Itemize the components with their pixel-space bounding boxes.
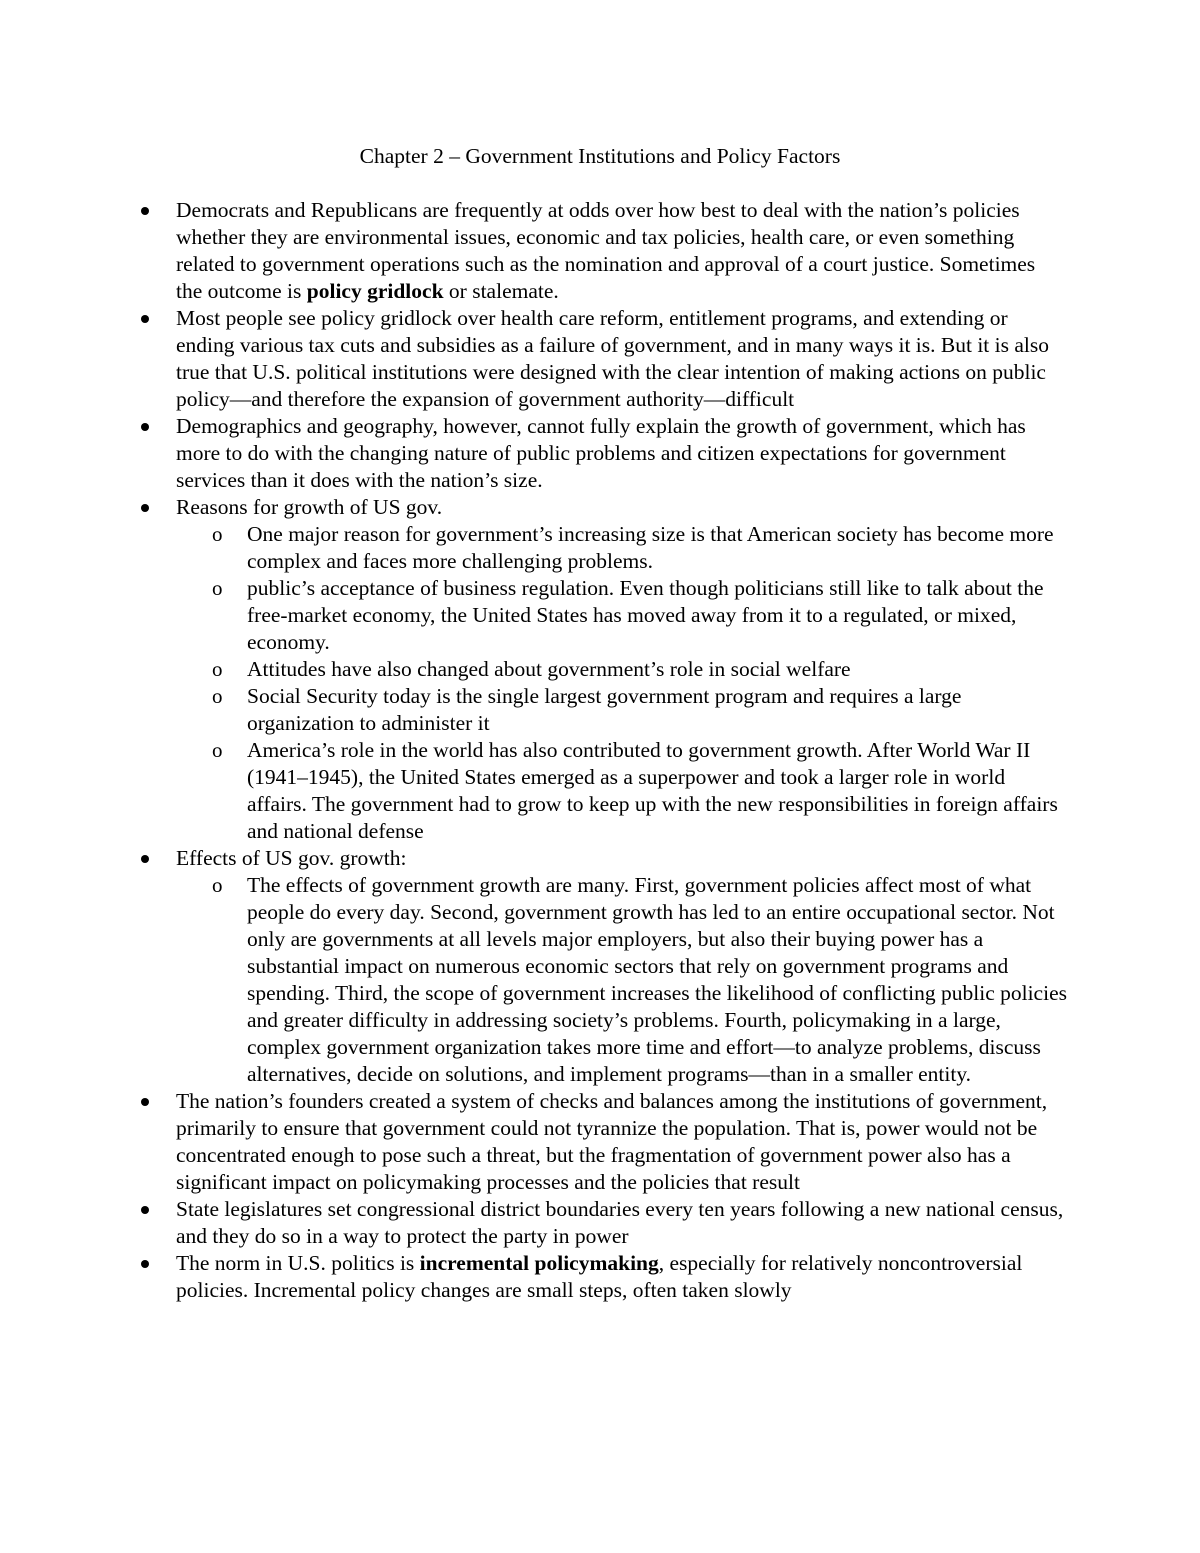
bullet-icon — [141, 504, 149, 512]
list-item: Reasons for growth of US gov. o One major reason for government’s increasing size is that American society has become more complex and faces more challenging problems. o public’s acceptance of business regulation. Even though politicians still like to talk about the free-market economy, the United States has moved away from it to a regulated, or mixed, economy. o Attitudes have also changed about government’s role in social welfare o Social Security today is the single largest government program and requires a large organization to administer it o America’s role in the world has also contributed to government growth. After World War II (1941–1945), the United States emerged as a superpower and took a larger role in world affairs. The government had to grow to keep up with the new responsibilities in foreign affairs and national defense — [0, 494, 1066, 845]
bold-term: policy gridlock — [306, 279, 444, 303]
circle-bullet-icon: o — [212, 873, 223, 897]
sub-list-item: o public’s acceptance of business regulation. Even though politicians still like to talk about the free-market economy, the United States has moved away from it to a regulated, or mixed, economy. — [212, 576, 1044, 654]
sub-list — [176, 872, 1066, 1088]
list-item: Demographics and geography, however, cannot fully explain the growth of government, which has more to do with the changing nature of public problems and citizen expectations for government services than it does with the nation’s size. — [0, 413, 1066, 494]
sub-list-item: o Attitudes have also changed about government’s role in social welfare — [212, 657, 851, 681]
sub-list-item: o Social Security today is the single largest government program and requires a large organization to administer it — [212, 684, 962, 735]
list-item: Democrats and Republicans are frequently at odds over how best to deal with the nation’s policies whether they are environmental issues, economic and tax policies, health care, or even something related to government operations such as the nomination and approval of a court justice. Sometimes the outcome is policy gridlock or stalemate. — [0, 197, 1066, 305]
page-title: Chapter 2 – Government Institutions and Policy Factors — [359, 144, 841, 168]
bullet-icon — [141, 315, 149, 323]
list-item: Most people see policy gridlock over health care reform, entitlement programs, and extending or ending various tax cuts and subsidies as a failure of government, and in many ways it is. But it is also true that U.S. political institutions were designed with the clear intention of making actions on public policy—and therefore the expansion of government authority—difficult — [0, 305, 1066, 413]
circle-bullet-icon: o — [212, 576, 223, 600]
circle-bullet-icon: o — [212, 684, 223, 708]
bullet-icon — [141, 1098, 149, 1106]
bold-term: incremental policymaking — [419, 1251, 659, 1275]
sub-list — [176, 521, 1066, 845]
list-item: State legislatures set congressional district boundaries every ten years following a new national census, and they do so in a way to protect the party in power — [0, 1196, 1066, 1250]
sub-list-item: o One major reason for government’s increasing size is that American society has become more complex and faces more challenging problems. — [212, 522, 1054, 573]
circle-bullet-icon: o — [212, 657, 223, 681]
sub-list-item: o The effects of government growth are many. First, government policies affect most of what people do every day. Second, government growth has led to an entire occupational sector. Not only are governments at all levels major employers, but also their buying power has a substantial impact on numerous economic sectors that rely on government programs and spending. Third, the scope of government increases the likelihood of conflicting public policies and greater difficulty in addressing society’s problems. Fourth, policymaking in a large, complex government organization takes more time and effort—to analyze problems, discuss alternatives, decide on solutions, and implement programs—than in a smaller entity. — [212, 873, 1067, 1086]
sub-list-item: o America’s role in the world has also contributed to government growth. After World War II (1941–1945), the United States emerged as a superpower and took a larger role in world affairs. The government had to grow to keep up with the new responsibilities in foreign affairs and national defense — [212, 738, 1058, 843]
bullet-icon — [141, 855, 149, 863]
list-item: The norm in U.S. politics is incremental policymaking, especially for relatively noncontroversial policies. Incremental policy changes are small steps, often taken slowly — [0, 1250, 1066, 1304]
circle-bullet-icon: o — [212, 522, 223, 546]
bullet-icon — [141, 1260, 149, 1268]
bullet-icon — [141, 207, 149, 215]
list-item: The nation’s founders created a system of checks and balances among the institutions of government, primarily to ensure that government could not tyrannize the population. That is, power would not be concentrated enough to pose such a threat, but the fragmentation of government power also has a significant impact on policymaking processes and the policies that result — [0, 1088, 1066, 1196]
bullet-icon — [141, 423, 149, 431]
bullet-icon — [141, 1206, 149, 1214]
circle-bullet-icon: o — [212, 738, 223, 762]
list-item: Effects of US gov. growth: o The effects of government growth are many. First, government policies affect most of what people do every day. Second, government growth has led to an entire occupational sector. Not only are governments at all levels major employers, but also their buying power has a substantial impact on numerous economic sectors that rely on government programs and spending. Third, the scope of government increases the likelihood of conflicting public policies and greater difficulty in addressing society’s problems. Fourth, policymaking in a large, complex government organization takes more time and effort—to analyze problems, discuss alternatives, decide on solutions, and implement programs—than in a smaller entity. — [0, 845, 1066, 1088]
bullet-list — [0, 197, 1200, 1304]
